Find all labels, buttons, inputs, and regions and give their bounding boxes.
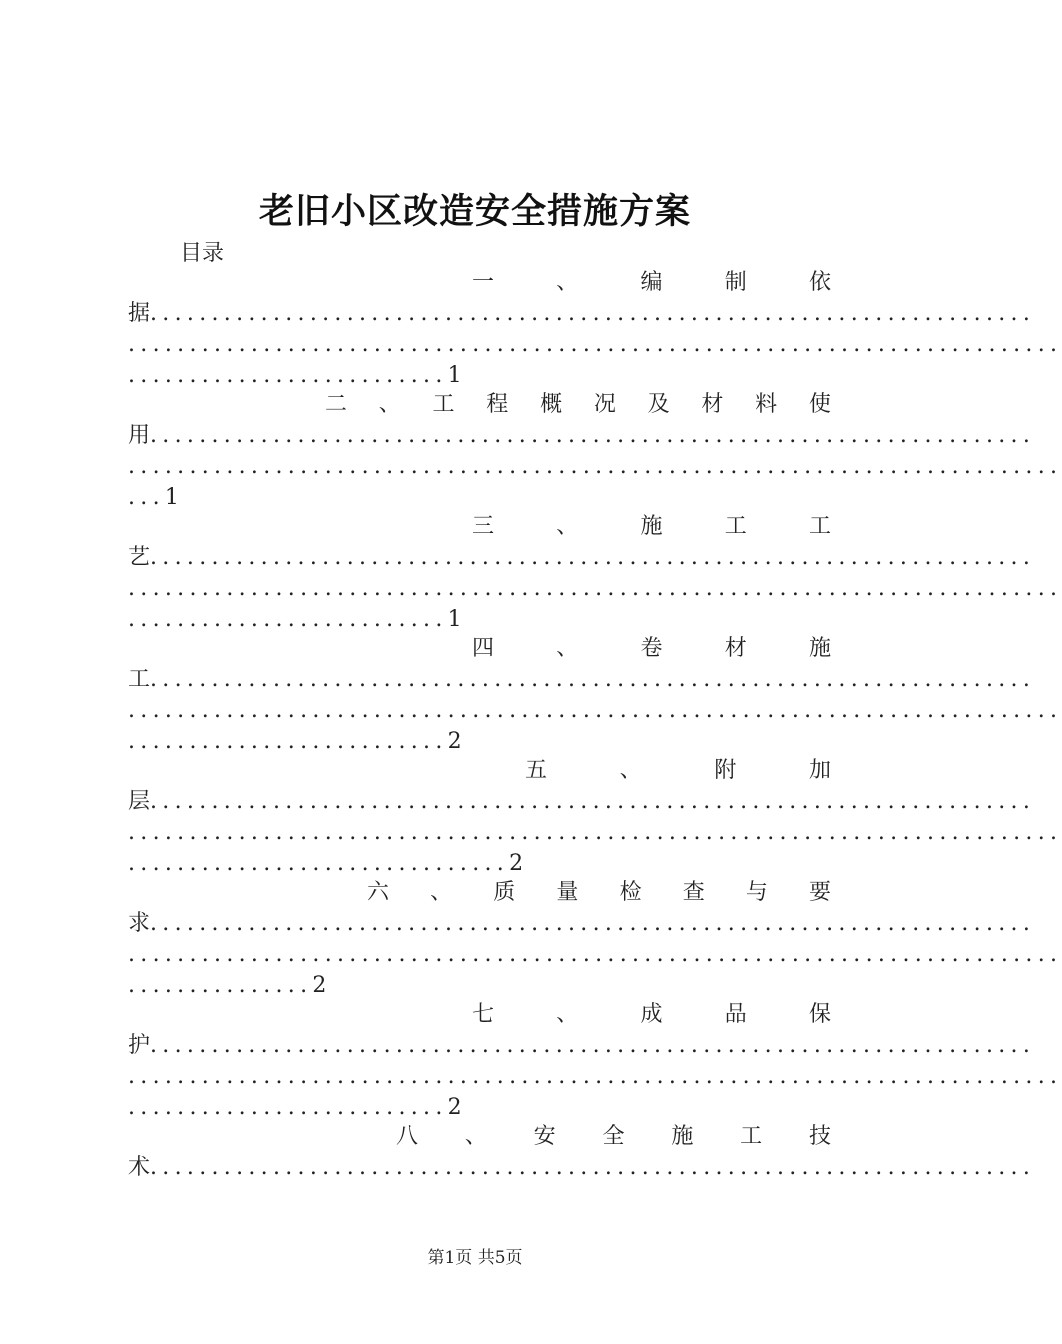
toc-entry-1-leader: ............................................................................	[128, 332, 1062, 357]
toc-entry-7-leader: ............................................................................	[128, 1064, 1062, 1089]
toc-entry-7-heading: 七 、 成 品 保	[472, 1002, 831, 1027]
page-footer: 第1页 共5页	[427, 1248, 523, 1268]
toc-entry-4-page: ..........................2	[128, 729, 462, 754]
toc-entry-7-page: ..........................2	[128, 1095, 462, 1120]
toc-entry-3-leader: 艺........................................................................	[128, 545, 1036, 570]
toc-entry-1-page: ..........................1	[128, 363, 462, 388]
document-title: 老旧小区改造安全措施方案	[258, 191, 691, 232]
toc-entry-2-heading: 二 、 工 程 概 况 及 材 料 使	[325, 392, 831, 417]
toc-entry-2-leader: ............................................................................	[128, 454, 1062, 479]
toc-entry-2-page: ...1	[128, 485, 179, 510]
toc-entry-7-leader: 护........................................................................	[128, 1033, 1036, 1058]
toc-entry-1-heading: 一 、 编 制 依	[472, 270, 831, 295]
toc-entry-6-leader: ............................................................................	[128, 942, 1062, 967]
toc-label: 目录	[180, 241, 225, 266]
toc-entry-4-heading: 四 、 卷 材 施	[472, 636, 831, 661]
toc-entry-3-page: ..........................1	[128, 607, 462, 632]
toc-entry-6-leader: 求........................................................................	[128, 911, 1036, 936]
toc-entry-4-leader: ............................................................................	[128, 698, 1062, 723]
toc-entry-8-leader: 术........................................................................	[128, 1155, 1036, 1180]
toc-entry-2-leader: 用........................................................................	[128, 423, 1036, 448]
toc-entry-5-page: ...............................2	[128, 851, 524, 876]
toc-entry-5-heading: 五 、 附 加	[525, 758, 831, 783]
toc-entry-5-leader: 层........................................................................	[128, 789, 1036, 814]
toc-entry-6-page: ...............2	[128, 973, 327, 998]
toc-entry-5-leader: ............................................................................	[128, 820, 1062, 845]
toc-entry-6-heading: 六 、 质 量 检 查 与 要	[367, 880, 831, 905]
toc-entry-8-heading: 八 、 安 全 施 工 技	[396, 1124, 831, 1149]
toc-entry-1-leader: 据........................................................................	[128, 301, 1036, 326]
toc-entry-3-leader: ............................................................................	[128, 576, 1062, 601]
toc-entry-4-leader: 工........................................................................	[128, 667, 1036, 692]
toc-entry-3-heading: 三 、 施 工 工	[472, 514, 831, 539]
